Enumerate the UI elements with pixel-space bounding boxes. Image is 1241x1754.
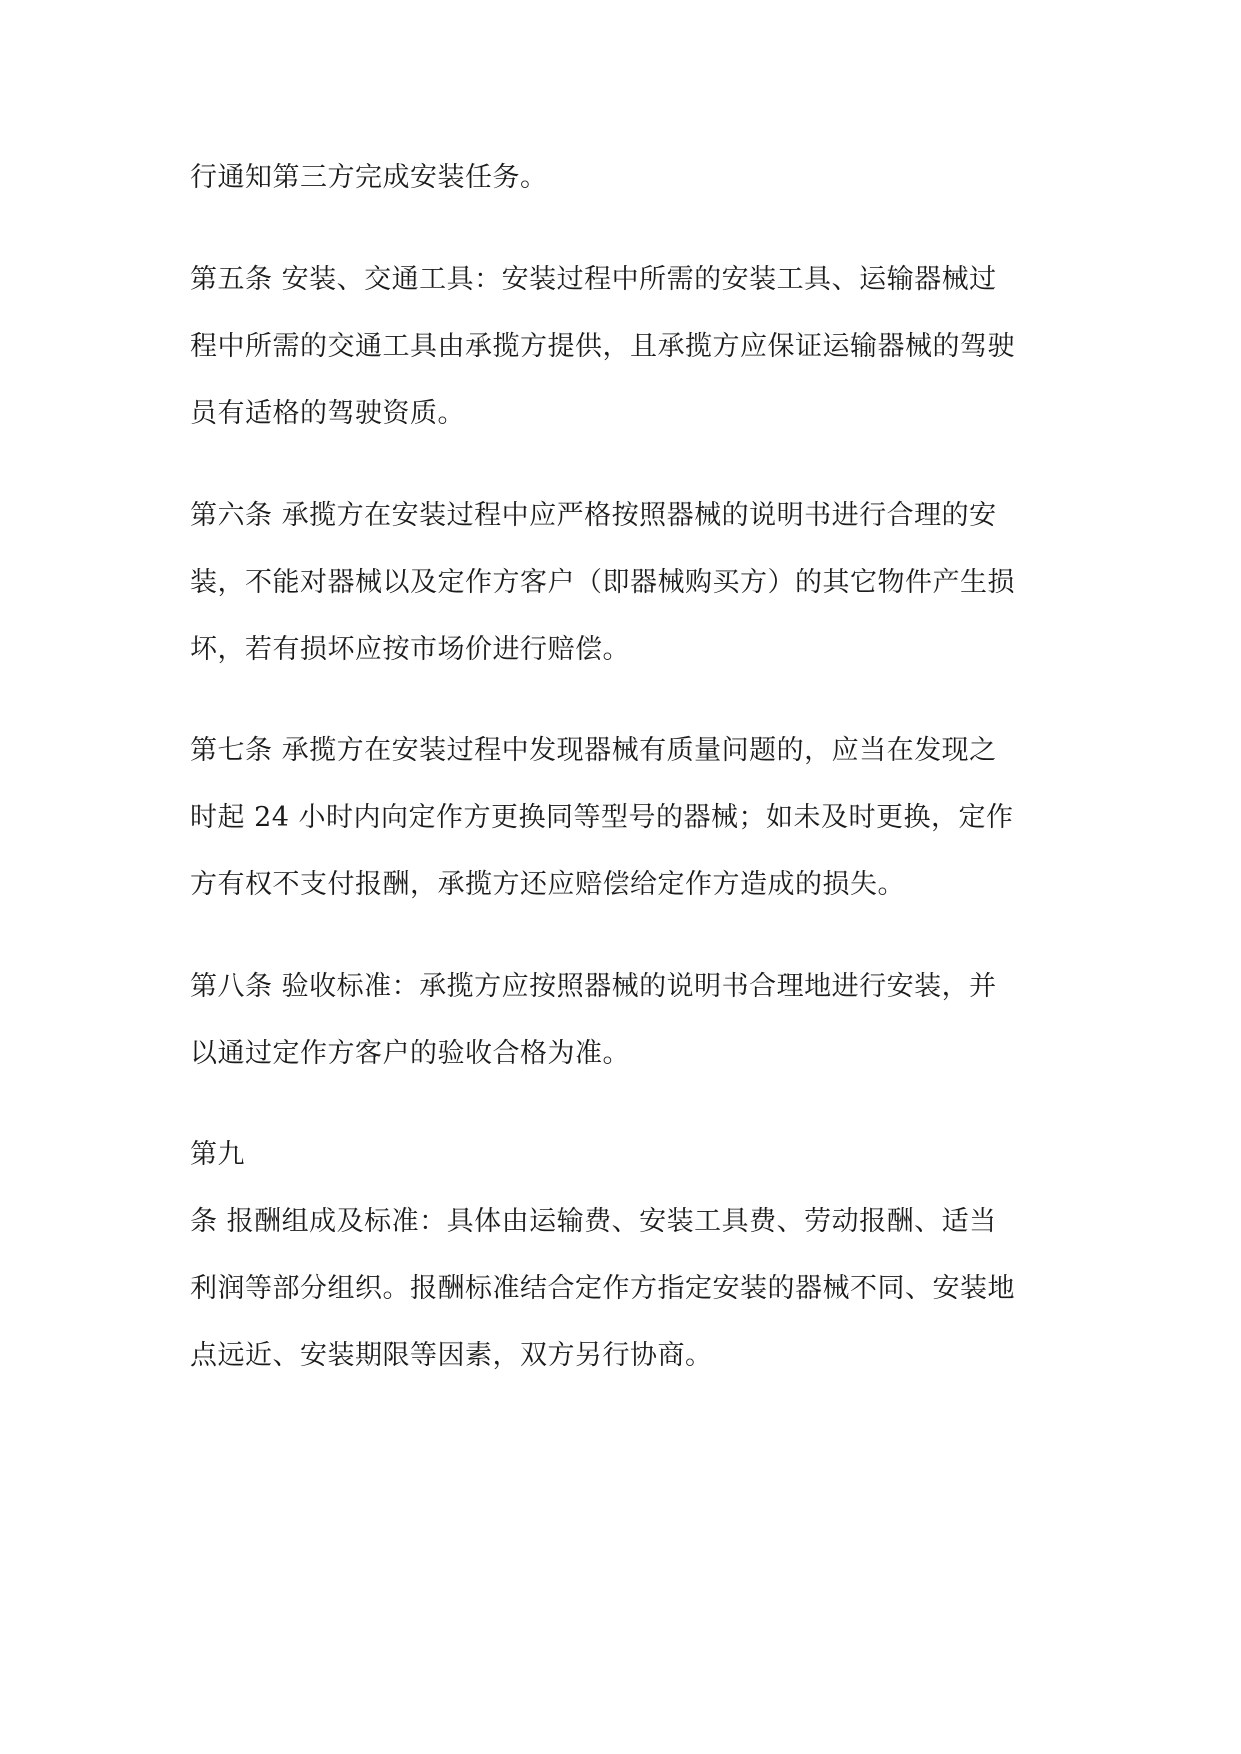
text-line: 第五条 安装、交通工具：安装过程中所需的安装工具、运输器械过 [190,264,997,295]
text-line: 第八条 验收标准：承揽方应按照器械的说明书合理地进行安装，并 [190,971,997,1002]
text-line: 第六条 承揽方在安装过程中应严格按照器械的说明书进行合理的安 [190,500,997,531]
text-line: 程中所需的交通工具由承揽方提供，且承揽方应保证运输器械的驾驶 [190,331,1015,362]
text-line: 第七条 承揽方在安装过程中发现器械有质量问题的，应当在发现之 [190,735,997,766]
text-line: 员有适格的驾驶资质。 [190,398,465,429]
text-line: 以通过定作方客户的验收合格为准。 [190,1038,630,1069]
text-line: 第九 [190,1139,245,1170]
text-line: 装，不能对器械以及定作方客户（即器械购买方）的其它物件产生损 [190,567,1015,598]
text-line: 条 报酬组成及标准：具体由运输费、安装工具费、劳动报酬、适当 [190,1206,997,1237]
text-line: 方有权不支付报酬，承揽方还应赔偿给定作方造成的损失。 [190,869,905,900]
text-line: 坏，若有损坏应按市场价进行赔偿。 [190,634,630,665]
text-line: 利润等部分组织。报酬标准结合定作方指定安装的器械不同、安装地 [190,1273,1015,1304]
text-line: 点远近、安装期限等因素，双方另行协商。 [190,1340,713,1371]
text-line: 行通知第三方完成安装任务。 [190,162,548,193]
text-line: 时起 24 小时内向定作方更换同等型号的器械；如未及时更换，定作 [190,802,1014,833]
